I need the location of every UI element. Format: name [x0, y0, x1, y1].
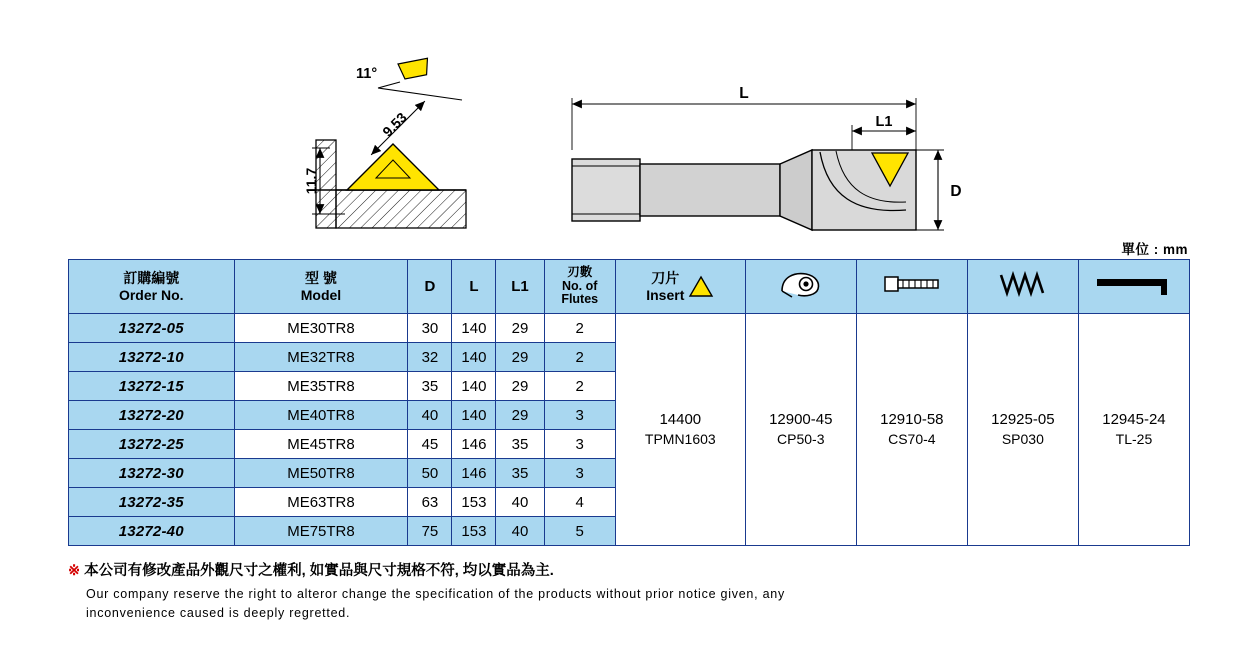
cell-flutes: 3 [544, 459, 615, 488]
note-english-line-2: inconvenience caused is deeply regretted. [86, 606, 351, 621]
cell-order-no: 13272-35 [69, 488, 235, 517]
cell-l: 146 [452, 430, 496, 459]
dim-label-L1: L1 [875, 114, 893, 130]
cell-flutes: 2 [544, 343, 615, 372]
cell-model: ME50TR8 [234, 459, 408, 488]
note-english [68, 585, 1198, 624]
header-insert [615, 260, 745, 314]
header-order-en: Order No. [118, 286, 184, 303]
cell-l: 140 [452, 401, 496, 430]
cell-l: 153 [452, 488, 496, 517]
header-spring [967, 260, 1078, 314]
header-insert-en: Insert [646, 286, 685, 303]
cell-l1: 35 [496, 430, 544, 459]
unit-label: 單位 : mm [1121, 242, 1188, 257]
header-model [234, 260, 408, 314]
cell-order-no: 13272-05 [69, 314, 235, 343]
cell-l1: 40 [496, 488, 544, 517]
header-clamp [745, 260, 856, 314]
wrench-icon [1095, 284, 1173, 301]
screw-code: 12910-58 [880, 410, 944, 428]
wrench-sub: TL-25 [1115, 431, 1153, 448]
header-flutes-en-1: No. of [562, 278, 598, 293]
cell-flutes: 5 [544, 517, 615, 546]
cell-model: ME35TR8 [234, 372, 408, 401]
header-wrench [1078, 260, 1189, 314]
cell-d: 45 [408, 430, 452, 459]
cell-flutes: 2 [544, 314, 615, 343]
cell-d: 75 [408, 517, 452, 546]
spring-sub: SP030 [1001, 431, 1044, 448]
insert-sub: TPMN1603 [644, 431, 716, 448]
technical-drawings [0, 0, 1240, 245]
cell-flutes: 3 [544, 401, 615, 430]
header-d: D [408, 260, 452, 314]
header-order-cn: 訂購編號 [123, 270, 180, 287]
cell-l1: 29 [496, 401, 544, 430]
cell-order-no: 13272-20 [69, 401, 235, 430]
cell-clamp-part [745, 314, 856, 546]
header-screw [856, 260, 967, 314]
cell-l1: 29 [496, 314, 544, 343]
cell-model: ME30TR8 [234, 314, 408, 343]
dim-label-11-7: 11.7 [303, 167, 319, 195]
screw-icon [883, 282, 941, 299]
right-tool-view [572, 85, 962, 230]
cell-l1: 29 [496, 372, 544, 401]
cell-model: ME63TR8 [234, 488, 408, 517]
header-model-cn: 型 號 [305, 270, 337, 287]
cell-l: 140 [452, 372, 496, 401]
cell-model: ME32TR8 [234, 343, 408, 372]
table-row [69, 314, 1190, 343]
note-chinese-text: 本公司有修改產品外觀尺寸之權利, 如實品與尺寸規格不符, 均以實品為主. [84, 563, 554, 579]
header-l1: L1 [496, 260, 544, 314]
cell-wrench-part [1078, 314, 1189, 546]
spring-code: 12925-05 [991, 410, 1055, 428]
cell-order-no: 13272-10 [69, 343, 235, 372]
cell-spring-part [967, 314, 1078, 546]
header-flutes-cn: 刃數 [567, 264, 593, 279]
header-flutes [544, 260, 615, 314]
specification-table [68, 259, 1190, 546]
drawings-svg [0, 0, 1240, 245]
header-order-no [69, 260, 235, 314]
spring-icon [998, 284, 1048, 301]
header-insert-cn: 刀片 [651, 270, 680, 287]
insert-code: 14400 [659, 410, 702, 428]
cell-d: 30 [408, 314, 452, 343]
note-english-line-1: Our company reserve the right to alteror change the specification of the products without prior notice given, any [86, 586, 785, 601]
wrench-code: 12945-24 [1102, 410, 1166, 428]
left-detail-view [303, 58, 466, 228]
note-chinese [68, 562, 1198, 581]
angle-label-11deg: 11° [356, 66, 378, 82]
dim-label-9-53: 9.53 [379, 109, 410, 140]
insert-triangle-icon [688, 275, 714, 298]
cell-order-no: 13272-15 [69, 372, 235, 401]
insert-chip-small [398, 58, 431, 79]
cell-model: ME40TR8 [234, 401, 408, 430]
dim-label-L: L [739, 85, 749, 102]
footnotes [68, 562, 1198, 624]
header-flutes-en-2: Flutes [561, 292, 599, 307]
cell-d: 32 [408, 343, 452, 372]
dim-label-D: D [950, 183, 962, 200]
clamp-code: 12900-45 [769, 410, 833, 428]
screw-sub: CS70-4 [888, 431, 936, 448]
cell-order-no: 13272-40 [69, 517, 235, 546]
cell-d: 50 [408, 459, 452, 488]
cell-d: 63 [408, 488, 452, 517]
note-star: ※ [68, 563, 81, 579]
cell-d: 40 [408, 401, 452, 430]
cell-l1: 29 [496, 343, 544, 372]
table-header-row [69, 260, 1190, 314]
insert-triangle-large [347, 144, 439, 190]
header-model-en: Model [300, 286, 342, 303]
cell-l: 153 [452, 517, 496, 546]
cell-flutes: 2 [544, 372, 615, 401]
cell-l: 140 [452, 343, 496, 372]
cell-order-no: 13272-30 [69, 459, 235, 488]
cell-l1: 35 [496, 459, 544, 488]
cell-screw-part [856, 314, 967, 546]
cell-l: 146 [452, 459, 496, 488]
cell-insert-part [615, 314, 745, 546]
cell-d: 35 [408, 372, 452, 401]
cell-l1: 40 [496, 517, 544, 546]
cell-model: ME75TR8 [234, 517, 408, 546]
cell-flutes: 3 [544, 430, 615, 459]
clamp-sub: CP50-3 [777, 431, 825, 448]
cell-model: ME45TR8 [234, 430, 408, 459]
header-l: L [452, 260, 496, 314]
cell-l: 140 [452, 314, 496, 343]
cell-order-no: 13272-25 [69, 430, 235, 459]
clamp-icon [778, 286, 824, 303]
cell-flutes: 4 [544, 488, 615, 517]
